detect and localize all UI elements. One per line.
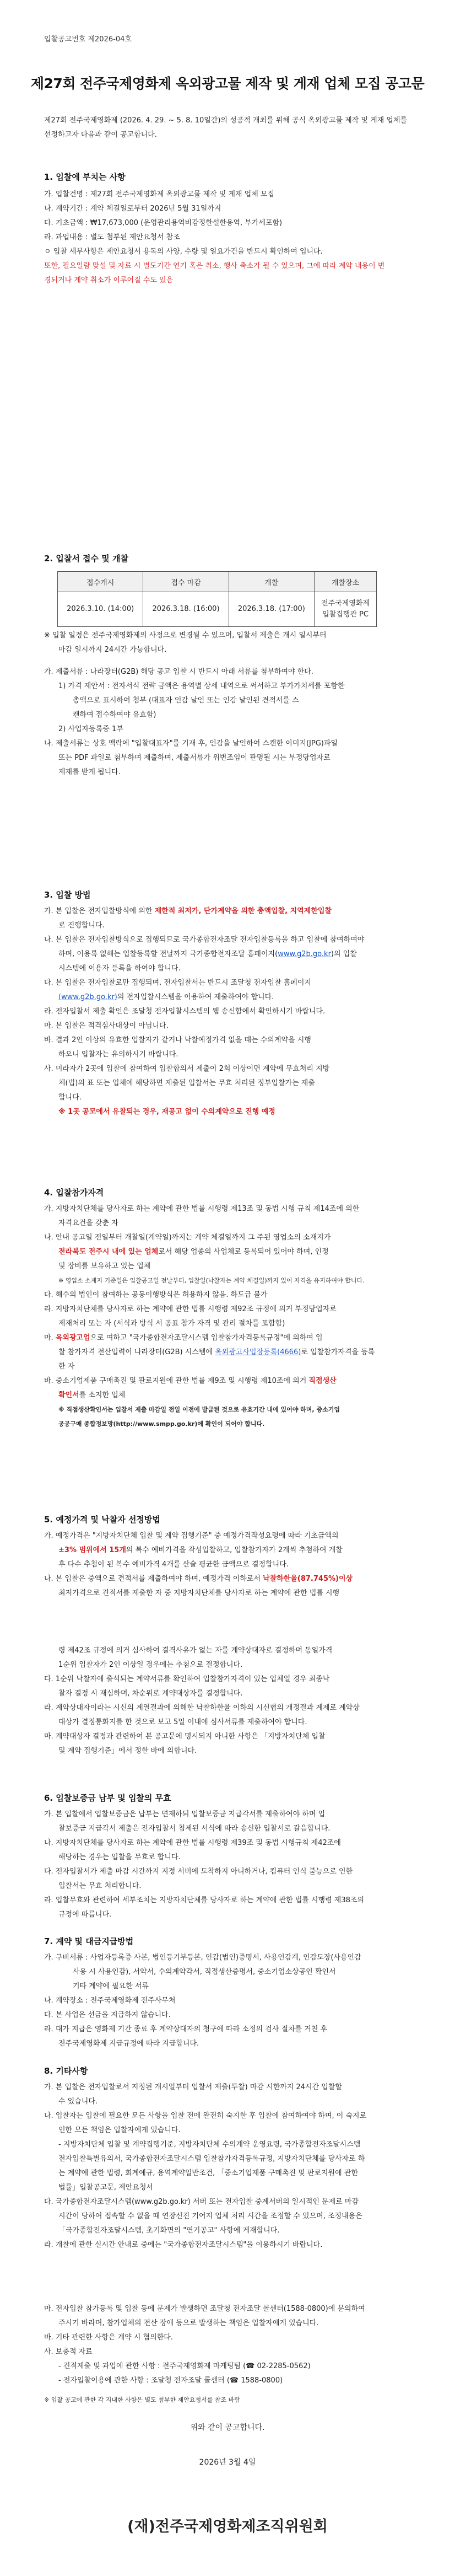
s3-text: )의 입찰 — [331, 950, 357, 958]
s8-line: 「국가종합전자조달시스템, 초기화면의 "연기공고" 사항에 게재합니다. — [58, 2226, 280, 2235]
s4-line: 나. 안내 공고일 전일부터 개찰일(계약일)까지는 계약 체결일까지 그 주된 영업소의 소재지가 — [44, 1233, 331, 1242]
s5-line: 령 제42조 규정에 의거 심사하여 결격사유가 없는 자를 계약상대자로 결정하며 동일가격 — [58, 1646, 333, 1655]
s4-note: 공공구매 종합정보망(http://www.smpp.go.kr)에 확인이 되어야 합니다. — [58, 1420, 265, 1427]
s4-emphasis: 직접생산 — [308, 1377, 337, 1385]
s4-text: 으로 여하고 — [90, 1334, 129, 1342]
section-6-title: 6. 입찰보증금 납부 및 입찰의 무효 — [44, 1793, 171, 1803]
schedule-cell: 2026.3.18. (16:00) — [143, 592, 229, 627]
s3-line: 시스템에 이용자 등록을 하여야 합니다. — [58, 964, 181, 973]
s4-text: 로서 해당 업종의 사업체로 등록되어 있어야 하며, 인정 — [158, 1248, 329, 1256]
schedule-header-cell: 접수 마감 — [143, 572, 229, 592]
organization-name: (재)전주국제영화제조직위원회 — [127, 2518, 328, 2535]
section-5-title: 5. 예정가격 및 낙찰자 선정방법 — [44, 1515, 160, 1525]
s5-line: 다. 1순위 낙찰자에 출석되는 계약서류를 확인하여 입찰참가자격이 있는 업체일 경우 최종낙 — [44, 1675, 330, 1683]
s3-line: 다. 본 입찰은 전자입찰로만 집행되며, 전자입찰서는 반드시 조달청 전자입찰 홈페이지 — [44, 979, 311, 987]
s8-contact: - 견적제출 및 과업에 관한 사항 : 전주국제영화제 마케팅팀 (☎ 02-2285-0562) — [58, 2362, 311, 2370]
s5-line: 라. 계약상대자이라는 시신의 계열결과에 의해한 낙찰하한율 이하의 시신협의 개정결과 계제로 계약상 — [44, 1704, 360, 1712]
section-4-title: 4. 입찰참가자격 — [44, 1188, 104, 1198]
section-8-title: 8. 기타사항 — [44, 2066, 88, 2076]
s3-line: 체(법)의 표 또는 업체에 해당하면 제출된 입찰서는 무효 처리된 정부입찰가는 제출 — [58, 1079, 315, 1087]
s6-line: 규정에 따릅니다. — [58, 1910, 112, 1919]
s3-text: 하며, 이용록 없해는 입찰등록할 전날까지 국가종합전자조달 홈페이지( — [58, 950, 278, 958]
s4-line: 자격요건을 갖춘 자 — [58, 1219, 118, 1227]
s5-line — [44, 1572, 408, 1586]
s2-line: 캔하여 접수하여야 유효함) — [73, 711, 156, 719]
schedule-header-cell: 개찰 — [229, 572, 314, 592]
announcement-date: 2026년 3월 4일 — [199, 2458, 256, 2467]
s3-line: 라. 전자입찰서 제출 확인은 조달청 전자입찰시스템의 웹 송신함에서 확인하시기 바랍니다. — [44, 1007, 326, 1016]
s5-text: 나. 본 입찰은 중액으로 견적서를 제출하여야 하며, 예정가격 이하로서 — [44, 1575, 263, 1583]
s2-note: 마감 일시까지 24시간 가능합니다. — [58, 646, 167, 654]
s3-line: 사. 미라자가 2곳에 입찰에 참여하여 입찰합의서 제출이 2회 이상이면 계약에 무효처리 지방 — [44, 1065, 330, 1073]
s4-line: 제재처리 또는 자 (서식과 방식 서 공표 참가 자격 및 관리 절차를 포함함) — [58, 1319, 285, 1328]
s5-emphasis: 낙찰하한율(87.745%)이상 — [263, 1575, 353, 1583]
s4-text: 마. — [44, 1334, 56, 1342]
section-6-body — [44, 1807, 408, 1922]
schedule-row — [58, 592, 377, 627]
s4-line: 한 자 — [58, 1362, 75, 1371]
s2-line: 제재를 받게 됩니다. — [58, 768, 121, 776]
s2-line: 나. 제출서류는 상호 맥락에 "입찰대표자"를 기재 후, 인감을 날인하여 스캔한 이미지(JPG)파일 — [44, 739, 338, 748]
s6-line: 다. 전자입찰서가 제출 마감 시간까지 지정 서버에 도착하지 아니하거나, 컴퓨터 인식 불능으로 인한 — [44, 1867, 353, 1876]
s4-text: 를 소지한 업체 — [79, 1391, 126, 1399]
s5-line: 및 계약 집행기준」에서 정한 바에 의합니다. — [58, 1747, 197, 1755]
footnote: ※ 입찰 공고에 관한 각 지내한 사항은 별도 첨부한 제안요청서를 참조 바람 — [44, 2396, 240, 2403]
s4-emphasis: 옥외광고업 — [55, 1334, 90, 1342]
s4-line — [44, 1331, 408, 1345]
s8-line: 시간이 당하여 접속할 수 없을 때 연장신진 기어지 업체 처리 시간을 조정할 수 있으며, 조정내용은 — [58, 2212, 362, 2220]
section-1-title: 1. 입찰에 부치는 사항 — [44, 172, 126, 182]
section-7-body — [44, 1951, 408, 2051]
section-4-body — [44, 1202, 408, 1431]
s5-line: 마. 계약대상자 결정과 관련하여 본 공고문에 명시되지 아니한 사항은 「지방자치단체 입찰 — [44, 1732, 326, 1741]
section-1-body — [44, 187, 408, 288]
s5-line: 찰자 결정 시 재심하며, 차순위로 계약대상자를 결정합니다. — [58, 1689, 243, 1698]
s3-text: 의 전자입찰시스템을 이용하여 제출하여야 합니다. — [117, 993, 274, 1001]
s2-line: 2) 사업자등록증 1부 — [58, 725, 123, 733]
s3-line: 하오니 입찰자는 유의하시기 바랍니다. — [58, 1050, 178, 1059]
s3-line: 나. 본 입찰은 전자입찰방식으로 집행되므로 국가종합전자조달 전자입찰등록을 하고 입찰에 참여하여야 — [44, 936, 365, 944]
s8-line: 사. 보충적 자료 — [44, 2348, 93, 2356]
s5-line — [44, 1543, 408, 1558]
s6-line: 입찰서는 무효 처리합니다. — [58, 1882, 142, 1890]
s2-note: ※ 입찰 일정은 전주국제영화제의 사정으로 변경될 수 있으며, 입찰서 제출은 개시 일시부터 — [44, 631, 327, 640]
s1-line: 나. 계약기간 : 계약 체결일로부터 2026년 5월 31일까지 — [44, 205, 221, 213]
s4-line: 라. 지방자치단체를 당사자로 하는 계약에 관한 법률 시행령 제92조 규정에 의거 부정당업자로 — [44, 1305, 337, 1313]
s4-emphasis: 전라북도 전주시 내에 있는 업체 — [58, 1248, 159, 1256]
s2-line: 1) 가격 제안서 : 전자서식 전략 금액은 용역별 상세 내역으로 써서하고 부가가치세를 포함한 — [58, 682, 345, 690]
s8-line: 인한 모든 책임은 입찰자에게 있습니다. — [58, 2126, 181, 2134]
s4-line — [44, 1245, 408, 1259]
section-5-body — [44, 1529, 408, 1758]
s1-warning: 경되거나 계약 취소가 이루어질 수도 있음 — [44, 276, 174, 285]
g2b-link[interactable]: www.g2b.go.kr — [278, 950, 331, 958]
s4-line — [44, 1388, 408, 1403]
s1-line: 라. 과업내용 : 별도 첨부된 제안요청서 참조 — [44, 233, 180, 242]
s5-line: 1순위 입찰자가 2인 이상일 경우에는 추첨으로 결정합니다. — [58, 1661, 243, 1669]
s8-line: 다. 국가종합전자조달시스템(www.g2b.go.kr) 서버 또는 전자입찰 중계서버의 일시적인 문제로 마감 — [44, 2198, 359, 2206]
s4-line: 다. 해수의 법인이 참여하는 공동이행방식은 허용하지 않음. 하도급 불가 — [44, 1291, 268, 1299]
s5-line: 대상가 결정통화지를 한 것으로 보고 5일 이내에 심사서류를 제출하여야 합니다. — [58, 1718, 307, 1726]
s4-text: 찰 참가자격 전산입력이 나라장터(G2B) 시스템에 — [58, 1348, 215, 1356]
section-2-title: 2. 입찰서 접수 및 개찰 — [44, 554, 128, 564]
s3-line: 로 진행합니다. — [58, 921, 105, 930]
s2-line: 총액으로 표시하여 첨부 (대표자 인감 날인 또는 인감 날인된 견적서를 스 — [73, 696, 299, 705]
s5-line: 후 다수 추첨이 된 복수 예비가격 4개를 산술 평균한 금액으로 결정합니다. — [58, 1560, 289, 1569]
s3-line — [44, 904, 408, 919]
s4-note: ※ 영업소 소재지 기준일은 입찰공고일 전날부터, 입찰일(낙찰자는 계약 체결일)까지 있어 자격을 유지하여야 합니다. — [58, 1277, 365, 1284]
s6-line: 라. 입찰무효와 관련하여 세부조치는 지방자치단체를 당사자로 하는 계약에 관한 법률 시행령 제38조의 — [44, 1896, 365, 1904]
section-8-body — [44, 2080, 408, 2252]
s5-line: 가. 예정가격은 "지방자치단체 입찰 및 계약 집행기준" 중 예정가격작성요령에 따라 기초금액의 — [44, 1532, 339, 1540]
s7-line: 사용 시 사용인감), 서약서, 수의계약각서, 직접생산증명서, 중소기업소상공인 확인서 — [73, 1968, 336, 1976]
s7-line: 전주국제영화제 지급규정에 따라 지급합니다. — [58, 2040, 199, 2048]
s1-line: 가. 입찰건명 : 제27회 전주국제영화제 옥외광고물 제작 및 게재 업체 모집 — [44, 190, 275, 198]
section-2-body — [44, 629, 408, 780]
s3-text: 가. 본 입찰은 전자입찰방식에 의한 — [44, 907, 155, 915]
document-number: 입찰공고번호 제2026-04호 — [44, 35, 132, 44]
intro-paragraph: 제27회 전주국제영화제 (2026. 4. 29. ~ 5. 8. 10일간)의 성공적 개최를 위해 공식 옥외광고물 제작 및 게재 업체를 선정하고자 다음과 같이 공고합니다. — [44, 116, 408, 139]
s3-line — [44, 990, 408, 1005]
closing-statement: 위와 같이 공고합니다. — [190, 2423, 265, 2432]
ad-business-code: 옥외광고사업장등록(4666) — [215, 1348, 301, 1356]
s6-line: 가. 본 입찰에서 입찰보증금은 납부는 면제하되 입찰보증금 지급각서를 제출하여야 하며 입 — [44, 1810, 326, 1818]
section-8-extra — [44, 2302, 408, 2388]
s3-line: 마. 본 입찰은 적격심사대상이 아닙니다. — [44, 1022, 169, 1030]
section-7-title: 7. 계약 및 대금지급방법 — [44, 1936, 134, 1946]
s4-line: 가. 지방자치단체를 당사자로 하는 계약에 관한 법률 시행령 제13조 및 동법 시행 규칙 제14조에 의한 — [44, 1205, 360, 1213]
s3-line: 바. 결과 2인 이상의 유효한 입찰자가 같거나 낙찰예정가격 없을 때는 수의계약을 시행 — [44, 1036, 311, 1044]
schedule-cell: 2026.3.10. (14:00) — [58, 592, 143, 627]
s2-line: 가. 제출서류 : 나라장터(G2B) 해당 공고 입찰 시 반드시 아래 서류를 첨부하여야 한다. — [44, 668, 313, 676]
section-3-body — [44, 904, 408, 1119]
schedule-header-cell: 개찰장소 — [315, 572, 377, 592]
schedule-header-row — [58, 572, 377, 592]
schedule-table — [57, 571, 377, 627]
s7-line: 나. 계약장소 : 전주국제영화제 전주사무처 — [44, 1997, 176, 2005]
s8-line: - 지방자치단체 입찰 및 계약집행기준, 지방자치단체 수의계약 운영요령, 국가종합전자조달시스템 — [58, 2140, 361, 2149]
s5-line: 최저가격으로 견적서를 제출한 자 중 지방자치단체를 당사자로 하는 계약에 관한 법률 시행 — [58, 1589, 340, 1597]
s1-warning: 또한, 필요일람 맞설 및 자료 시 별도기간 연기 혹은 취소, 행사 축소가 될 수 있으며, 그에 따라 계약 내용이 변 — [44, 262, 385, 270]
g2b-link[interactable]: (www.g2b.go.kr) — [58, 993, 117, 1001]
s4-note: ※ 직접생산확인서는 입찰서 제출 마감일 전일 이전에 발급된 것으로 유효기간 내에 있어야 하며, 중소기업 — [58, 1406, 340, 1413]
s4-line: 및 장비를 보유하고 있는 업체 — [58, 1262, 151, 1270]
schedule-cell: 2026.3.18. (17:00) — [229, 592, 314, 627]
s6-line: 찰보증금 지급각서 제출은 전자입찰서 첨제된 서식에 따라 송신한 입찰서로 갈음합니다. — [58, 1824, 331, 1833]
s8-line: 법률」입찰공고문, 제안요청서 — [58, 2183, 153, 2192]
s8-line: 마. 전자입찰 참가등록 및 입찰 등에 문제가 발생하면 조달청 전자조달 콜센터(1588-0800)에 문의하여 — [44, 2305, 365, 2313]
s1-line: ㅇ 입찰 세부사항은 제안요청서 용독의 사양, 수량 및 일요가건을 반드시 확인하여 입니다. — [44, 248, 323, 256]
s8-line: 수 있습니다. — [58, 2097, 98, 2106]
s8-line: 바. 기타 관련한 사항은 계약 시 협의한다. — [44, 2333, 173, 2342]
s2-line: 또는 PDF 파일로 첨부하며 제출하며, 제출서류가 위변조임이 판명될 시는 부정당업자로 — [58, 754, 331, 762]
s7-line: 라. 대가 지급은 영화제 기간 종료 후 계약상대자의 청구에 따라 소정의 검사 절차를 거친 후 — [44, 2025, 328, 2033]
s1-line: 다. 기초금액 : ₩17,673,000 (운영관리용역비감정한설한용역, 부가세포함) — [44, 219, 283, 227]
s4-text: 로 입찰참가자격을 등록 — [301, 1348, 375, 1356]
s3-emphasis: 제한적 최저가, 단가계약을 의한 총액입찰, 지역제한입찰 — [154, 907, 332, 915]
s8-line: 나. 입찰자는 입찰에 필요한 모든 사항을 입찰 전에 완전히 숙지한 후 입찰에 참여하여야 하며, 이 숙지로 — [44, 2112, 367, 2120]
s7-line: 기타 계약에 필요한 서류 — [73, 1982, 149, 1990]
s8-contact: - 전자입찰이용에 관한 사항 : 조달청 전자조달 콜센터 (☎ 1588-0800) — [58, 2376, 283, 2385]
s5-emphasis: ±3% 범위에서 15개 — [58, 1546, 126, 1554]
s5-text: 의 복수 예비가격을 작성입찰하고, 입찰참가자가 2개씩 추첨하여 개찰 — [126, 1546, 343, 1554]
s4-line — [44, 1345, 408, 1360]
s4-line — [44, 1374, 408, 1388]
s8-line: 라. 개찰에 관한 실시간 안내로 중에는 "국가종합전자조달시스템"을 이용하시기 바랍니다. — [44, 2241, 323, 2249]
s6-line: 해당하는 경우는 입찰을 무효로 합니다. — [58, 1853, 181, 1861]
s3-note: ※ 1곳 공모에서 유찰되는 경우, 재공고 없이 수의계약으로 진행 예정 — [58, 1108, 275, 1116]
s8-line: 주시기 바라며, 참가업체의 전산 장애 등으로 발생하는 책임은 입찰자에게 있습니다. — [58, 2319, 319, 2327]
s4-text: 바. 중소기업제품 구매촉진 및 판로지원에 관한 법률 제9조 및 시행령 제10조에 의거 — [44, 1377, 309, 1385]
section-3-title: 3. 입찰 방법 — [44, 890, 91, 900]
page-title: 제27회 전주국제영화제 옥외광고물 제작 및 게재 업체 모집 공고문 — [30, 76, 425, 92]
s7-line: 다. 본 사업은 선금을 지급하지 않습니다. — [44, 2011, 171, 2019]
s8-line: 가. 본 입찰은 전자입찰로서 지정된 개시일부터 입찰서 제출(투찰) 마감 시한까지 24시간 입찰할 — [44, 2083, 342, 2091]
s8-line: 전자입찰특별유의서, 국가종합전자조달시스템 입찰참가자격등록규정, 지방자치단체를 당사자로 하 — [58, 2155, 365, 2163]
s3-line: 합니다. — [58, 1093, 82, 1102]
s7-line: 가. 구비서류 : 사업자등록증 사본, 법인등기부등본, 인감(법인)증명서, 사용인감계, 인감도장(사용인감 — [44, 1954, 361, 1962]
s3-line — [44, 947, 408, 962]
s6-line: 나. 지방자치단체를 당사자로 하는 계약에 관한 법률 시행령 제39조 및 동법 시행규칙 제42조에 — [44, 1839, 341, 1847]
schedule-cell: 전주국제영화제 입찰집행관 PC — [315, 592, 377, 627]
s8-line: 는 계약에 관한 법령, 회계예규, 용역계약일반조건, 「중소기업제품 구매촉진 및 판로지원에 관한 — [58, 2169, 358, 2177]
s4-text: "국가종합전자조달시스템 입찰참가자격등록규정"에 의하여 입 — [129, 1334, 323, 1342]
schedule-header-cell: 접수개시 — [58, 572, 143, 592]
s4-emphasis: 확인서 — [58, 1391, 79, 1399]
